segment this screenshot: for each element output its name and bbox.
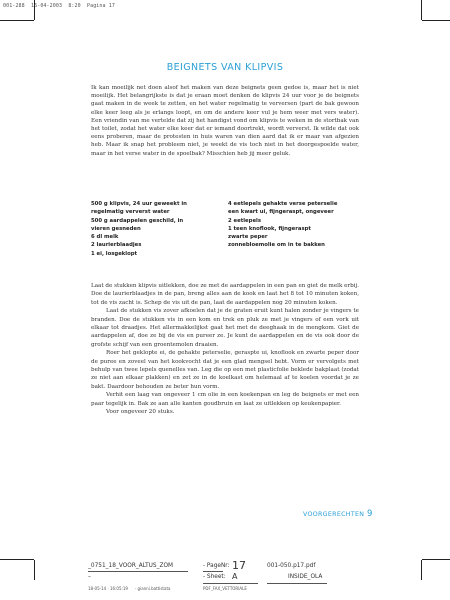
- ingredient-item: 500 g aardappelen geschild, in: [91, 217, 184, 224]
- method-paragraph: Verhit een laag van ongeveer 1 cm olie in een koekenpan en leg de beignets er met een paar tegelijk in. Bak ze aan alle kanten goudbruin en laat ze uitlekken op keukenpapier.: [91, 392, 359, 407]
- method-paragraph: Roer het geklopte ei, de gehakte peterselie, geraspte ui, knoflook en zwarte peper door de puree en zoveel van het kookvocht dat je een glad mengsel hebt. Vorm er vervolgets met behulp van twee lepels quenelles van. Leg die op een met plasticfolie beklede bakplaat (zodat ze niet aan elkaar plakken) en zet ze in de koelkast om helemaal af te koelen voordat je ze bakt. Daardoor behouden ze beter hun vorm.: [91, 350, 359, 390]
- print-slug-footer: [85, 561, 415, 595]
- ingredient-item: 1 teen knoflook, fijngeraspt: [228, 225, 311, 232]
- slug-dash: –: [88, 574, 91, 580]
- crop-mark: [422, 559, 450, 560]
- slug-pagenr-value: 17: [232, 559, 246, 572]
- slug-divider: [267, 583, 327, 584]
- slug-divider: [88, 571, 188, 572]
- recipe-intro: Ik kan moeilijk net doen alsof het maken van deze beignets geen gedoe is, maar het is niet moeilijk. Het belangrijkste is dat je eraan moet denken de klipvis 24 uur voor je de beignets gaat maken in de week te zetten, en het water regelmatig te verversen (part de bak gewoon elke keer leeg als je erlangs loopt, en om de andere keer vul je hem weer met vers water). Een vriendin van me vertelde dat zij het handigst vond om klipvis te weken in de stortbak van het toilet, zodat het water elke keer dat er iemand doortrekt, wordt ververst. Ik wilde dat ook eens proberen, maar de protesten in huis waren van dien aard dat ik er maar van afgezien heb. Maar ik snap het probleem niet, je weekt de vis toch niet in het doorgespoelde water, maar in het verse water in de spoelbak? Misschien heb jij meer geluk.: [91, 85, 359, 157]
- print-slug-header: 001-288 16-04-2003 8:20 Pagina 17: [3, 3, 115, 9]
- crop-mark: [34, 560, 35, 580]
- ingredient-column-right: [228, 200, 365, 258]
- method-paragraph: Laat de stukken klipvis uitlekken, doe ze met de aardappelen in een pan en giet de melk erbij. Doe de laurierblaadjes in de pan, breng alles aan de kook en laat het 8 tot 10 minuten koken, tot de vis zacht is. Schep de vis uit de pan, laat de aardappelen nog 20 minuten koken.: [91, 283, 359, 306]
- ingredient-item: regelmatig ververst water: [91, 209, 170, 216]
- ingredient-item: zwarte peper: [228, 234, 268, 241]
- crop-mark: [421, 0, 422, 20]
- slug-date: 18-05-14 · 16:05:19: [88, 586, 128, 591]
- ingredient-item: een kwart ui, fijngeraspt, ongeveer: [228, 209, 334, 216]
- ingredient-item: 2 eetlepels: [228, 217, 262, 224]
- slug-sheet-value: A: [232, 572, 238, 581]
- slug-pagenr-label: - PageNr:: [203, 563, 230, 569]
- slug-sheet-label: - Sheet:: [203, 574, 226, 580]
- ingredient-item: 2 laurierblaadjes: [91, 242, 142, 249]
- crop-mark: [0, 20, 34, 21]
- crop-mark: [421, 560, 422, 580]
- recipe-yield: Voor ongeveer 20 stuks.: [106, 409, 175, 416]
- crop-mark: [0, 559, 34, 560]
- slug-ola: INSIDE_OLA: [288, 574, 323, 580]
- recipe-method: [91, 282, 359, 417]
- slug-divider: [203, 571, 223, 572]
- crop-mark: [422, 20, 450, 21]
- crop-mark: [34, 0, 35, 20]
- ingredient-item: zonnebloemolie om in te bakken: [228, 242, 325, 249]
- slug-file: _0751_18_VOOR_ALTUS_ZOM: [88, 563, 174, 569]
- recipe-title: BEIGNETS VAN KLIPVIS: [166, 62, 284, 73]
- ingredient-column-left: [91, 200, 228, 258]
- slug-pdf: 001-050.p17.pdf: [267, 563, 316, 569]
- slug-user: · gianni.battistata: [135, 586, 171, 591]
- ingredient-item: 1 ei, losgeklopt: [91, 250, 138, 257]
- method-paragraph: Laat de stukken vis zover afkoelen dat je de graten eruit kunt halen zonder je vingers te branden. Doe de stukken vis in een kom en trek en pluk ze met je vingers of een vork uit elkaar tot draadjes. Het allermakkelijkst gaat het met de deeghaak in de mengkom. Giet de aardappelen af, doe ze bij de vis en pureer ze. Je kunt de aardappelen en de vis ook door de grofste schijf van een groentemolen draaien.: [91, 308, 359, 348]
- ingredient-item: 6 dl melk: [91, 234, 119, 241]
- ingredient-list: [91, 200, 366, 258]
- ingredient-item: 4 eetlepels gehakte verse peterselie: [228, 201, 338, 207]
- section-label: VOORGERECHTEN: [303, 511, 365, 518]
- slug-fax: PDF_FAX_VETTORIALE: [203, 586, 247, 591]
- slug-divider: [203, 583, 258, 584]
- page-number: 9: [367, 509, 373, 519]
- ingredient-item: 500 g klipvis, 24 uur geweekt in: [91, 201, 187, 207]
- ingredient-item: vieren gesneden: [91, 225, 141, 232]
